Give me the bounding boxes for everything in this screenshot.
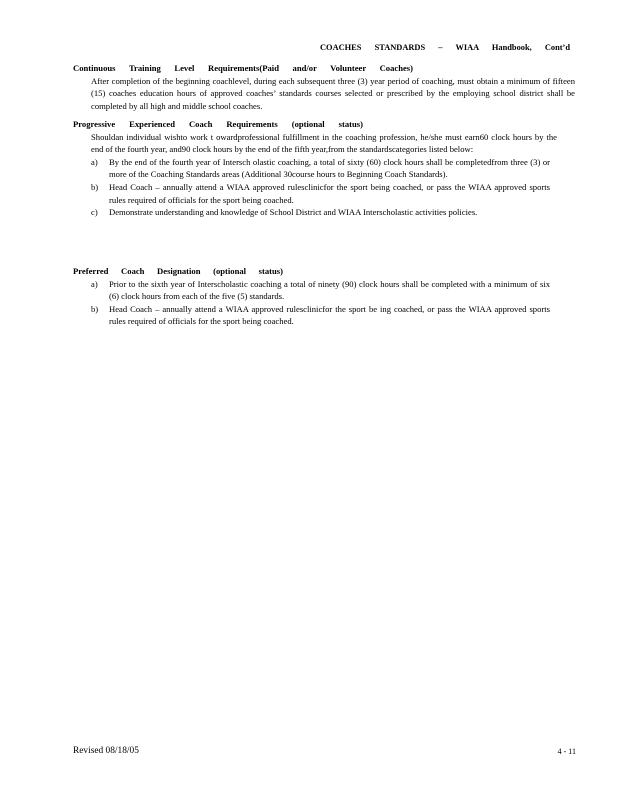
section-preferred-coach	[73, 265, 575, 328]
revision-date: Revised 08/18/05	[73, 746, 139, 756]
list-item-text: Head Coach – annually attend a WIAA approved rulesclinicfor the sport being coached, or pass the WIAA approved sports rules required of officials for the sport being coached.	[109, 181, 550, 205]
list-item	[91, 156, 575, 181]
list-marker: b)	[91, 181, 99, 192]
list-item	[91, 181, 575, 206]
list-item	[91, 206, 575, 219]
list-marker: b)	[91, 303, 99, 314]
list-item-text: Demonstrate understanding and knowledge of School District and WIAA Interscholastic activities policies.	[109, 207, 478, 218]
section-progressive-experienced	[73, 118, 575, 219]
section-heading: Continuous Training Level Requirements(Paid and/or Volunteer Coaches)	[73, 63, 413, 73]
list-item-text: Prior to the sixth year of Interscholastic coaching a total of ninety (90) clock hours shall be completed with a minimum of six (6) clock hours from each of the five (5) standards.	[109, 278, 550, 302]
list-item	[91, 303, 575, 328]
list-item	[91, 278, 575, 303]
list-marker: a)	[91, 156, 98, 167]
list-item-text: By the end of the fourth year of Intersch olastic coaching, a total of sixty (60) clock hours shall be completedfrom three (3) or more of the Coaching Standards areas (Additional 30course hours to Beginning Coach Standards).	[109, 156, 550, 180]
list-marker: c)	[91, 207, 98, 218]
list-item-text: Head Coach – annually attend a WIAA approved rulesclinicfor the sport be ing coached, or pass the WIAA approved sports rules required of officials for the sport being coached.	[109, 303, 550, 327]
list-marker: a)	[91, 278, 98, 289]
page-number: 4 - 11	[557, 747, 576, 756]
section-body: After completion of the beginning coachlevel, during each subsequent three (3) year period of coaching, must obtain a minimum of fifteen (15) coaches education hours of approved coaches’ standards courses selected or prescribed by the employing school district shall be completed by all high and middle school coaches.	[91, 75, 575, 111]
section-continuous-training	[73, 62, 575, 112]
section-heading: Preferred Coach Designation (optional status)	[73, 266, 283, 276]
section-body: Shouldan individual wishto work t owardprofessional fulfillment in the coaching profession, he/she must earn60 clock hours by the end of the fourth year, and90 clock hours by the end of the fifth year,from the standardscategories listed below:	[91, 131, 557, 155]
page-header: COACHES STANDARDS – WIAA Handbook, Cont’d	[320, 43, 570, 52]
section-heading: Progressive Experienced Coach Requirements (optional status)	[73, 119, 363, 129]
